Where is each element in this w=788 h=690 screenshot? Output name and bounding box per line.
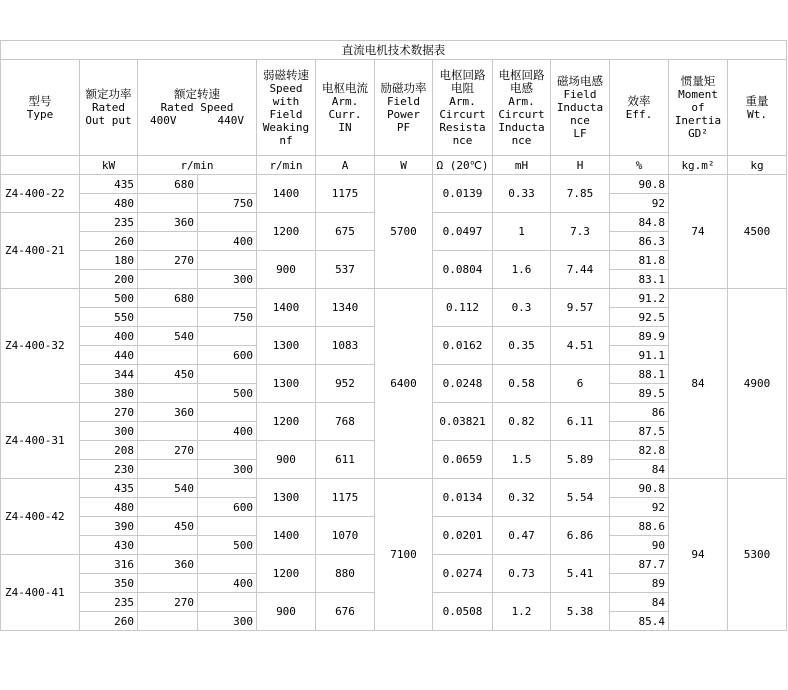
cell-weight: 4900 <box>728 289 787 479</box>
cell-weak-speed: 900 <box>257 441 316 479</box>
table-row <box>1 175 787 194</box>
cell-arm-current: 1070 <box>316 517 375 555</box>
cell-speed-400v: 360 <box>138 555 198 574</box>
cell-power: 230 <box>80 460 138 479</box>
cell-field-inductance: 9.57 <box>551 289 610 327</box>
unit-moment: kg.m² <box>669 156 728 175</box>
cell-weak-speed: 1400 <box>257 175 316 213</box>
cell-speed-400v: 450 <box>138 365 198 384</box>
cell-moment-of-inertia: 74 <box>669 175 728 289</box>
cell-field-inductance: 5.89 <box>551 441 610 479</box>
cell-field-inductance: 7.44 <box>551 251 610 289</box>
cell-arm-current: 1340 <box>316 289 375 327</box>
cell-power: 208 <box>80 441 138 460</box>
cell-arm-current: 768 <box>316 403 375 441</box>
cell-efficiency: 87.5 <box>610 422 669 441</box>
cell-arm-inductance: 0.73 <box>493 555 551 593</box>
cell-arm-inductance: 0.32 <box>493 479 551 517</box>
cell-speed-440v: 400 <box>198 574 257 593</box>
cell-speed-400v: 270 <box>138 593 198 612</box>
cell-field-inductance: 6 <box>551 365 610 403</box>
cell-speed-400v <box>138 574 198 593</box>
cell-speed-440v <box>198 251 257 270</box>
cell-arm-resistance: 0.0248 <box>433 365 493 403</box>
cell-arm-current: 1175 <box>316 175 375 213</box>
cell-speed-440v <box>198 479 257 498</box>
cell-efficiency: 90.8 <box>610 175 669 194</box>
header-arm-resistance: 电枢回路 电阻 Arm. Circurt Resista nce <box>433 60 493 156</box>
cell-arm-resistance: 0.0274 <box>433 555 493 593</box>
cell-power: 235 <box>80 593 138 612</box>
cell-speed-440v <box>198 213 257 232</box>
cell-arm-resistance: 0.0201 <box>433 517 493 555</box>
cell-speed-400v <box>138 270 198 289</box>
header-type: 型号 Type <box>1 60 80 156</box>
cell-efficiency: 90 <box>610 536 669 555</box>
unit-speed: r/min <box>138 156 257 175</box>
cell-arm-resistance: 0.0497 <box>433 213 493 251</box>
cell-arm-inductance: 0.58 <box>493 365 551 403</box>
cell-efficiency: 87.7 <box>610 555 669 574</box>
unit-weak-speed: r/min <box>257 156 316 175</box>
cell-speed-400v <box>138 346 198 365</box>
cell-speed-400v <box>138 498 198 517</box>
cell-type: Z4-400-22 <box>1 175 80 213</box>
cell-weak-speed: 1400 <box>257 517 316 555</box>
cell-power: 435 <box>80 479 138 498</box>
cell-efficiency: 84.8 <box>610 213 669 232</box>
cell-speed-440v <box>198 555 257 574</box>
unit-current: A <box>316 156 375 175</box>
header-arm-inductance: 电枢回路 电感 Arm. Circurt Inducta nce <box>493 60 551 156</box>
cell-arm-current: 880 <box>316 555 375 593</box>
cell-weak-speed: 1200 <box>257 213 316 251</box>
cell-speed-400v: 450 <box>138 517 198 536</box>
cell-efficiency: 90.8 <box>610 479 669 498</box>
cell-field-power: 7100 <box>375 479 433 631</box>
cell-arm-inductance: 1.2 <box>493 593 551 631</box>
cell-efficiency: 92.5 <box>610 308 669 327</box>
cell-weak-speed: 900 <box>257 251 316 289</box>
cell-speed-440v: 600 <box>198 498 257 517</box>
cell-efficiency: 84 <box>610 460 669 479</box>
cell-field-inductance: 4.51 <box>551 327 610 365</box>
cell-power: 300 <box>80 422 138 441</box>
cell-speed-440v <box>198 593 257 612</box>
cell-weak-speed: 1200 <box>257 403 316 441</box>
unit-row <box>1 156 787 175</box>
cell-speed-440v <box>198 403 257 422</box>
header-field-inductance: 磁场电感 Field Inducta nce LF <box>551 60 610 156</box>
cell-arm-resistance: 0.0508 <box>433 593 493 631</box>
header-rated-speed: 额定转速 Rated Speed 400V 440V <box>138 60 257 156</box>
cell-arm-resistance: 0.0804 <box>433 251 493 289</box>
cell-arm-inductance: 1.6 <box>493 251 551 289</box>
cell-speed-400v: 540 <box>138 327 198 346</box>
header-efficiency: 效率 Eff. <box>610 60 669 156</box>
cell-weak-speed: 900 <box>257 593 316 631</box>
header-field-power: 励磁功率 Field Power PF <box>375 60 433 156</box>
cell-speed-400v: 270 <box>138 251 198 270</box>
cell-speed-400v <box>138 194 198 213</box>
cell-speed-440v: 400 <box>198 232 257 251</box>
cell-arm-current: 952 <box>316 365 375 403</box>
cell-type: Z4-400-31 <box>1 403 80 479</box>
unit-resistance: Ω (20℃) <box>433 156 493 175</box>
cell-speed-400v: 680 <box>138 289 198 308</box>
cell-weak-speed: 1300 <box>257 327 316 365</box>
cell-arm-resistance: 0.0139 <box>433 175 493 213</box>
table-row <box>1 479 787 498</box>
cell-power: 500 <box>80 289 138 308</box>
cell-weak-speed: 1200 <box>257 555 316 593</box>
cell-field-inductance: 5.54 <box>551 479 610 517</box>
cell-speed-440v: 750 <box>198 194 257 213</box>
header-speed-400v: 400V <box>150 114 177 127</box>
cell-speed-440v <box>198 175 257 194</box>
cell-power: 400 <box>80 327 138 346</box>
cell-speed-440v: 300 <box>198 460 257 479</box>
cell-power: 480 <box>80 498 138 517</box>
cell-speed-400v <box>138 384 198 403</box>
cell-weak-speed: 1400 <box>257 289 316 327</box>
cell-moment-of-inertia: 84 <box>669 289 728 479</box>
cell-power: 480 <box>80 194 138 213</box>
cell-arm-resistance: 0.03821 <box>433 403 493 441</box>
cell-arm-resistance: 0.0659 <box>433 441 493 479</box>
cell-arm-resistance: 0.0134 <box>433 479 493 517</box>
cell-power: 390 <box>80 517 138 536</box>
cell-arm-current: 675 <box>316 213 375 251</box>
cell-efficiency: 89.9 <box>610 327 669 346</box>
cell-efficiency: 88.1 <box>610 365 669 384</box>
cell-efficiency: 84 <box>610 593 669 612</box>
cell-power: 550 <box>80 308 138 327</box>
cell-speed-440v: 400 <box>198 422 257 441</box>
cell-speed-440v <box>198 327 257 346</box>
motor-spec-table <box>0 40 787 631</box>
cell-arm-inductance: 1 <box>493 213 551 251</box>
cell-type: Z4-400-42 <box>1 479 80 555</box>
cell-arm-current: 1083 <box>316 327 375 365</box>
unit-weight: kg <box>728 156 787 175</box>
unit-field-inductance: H <box>551 156 610 175</box>
cell-field-inductance: 7.85 <box>551 175 610 213</box>
cell-speed-440v: 500 <box>198 536 257 555</box>
cell-speed-400v <box>138 232 198 251</box>
cell-field-power: 5700 <box>375 175 433 289</box>
cell-speed-440v: 600 <box>198 346 257 365</box>
table-row <box>1 289 787 308</box>
cell-speed-400v <box>138 536 198 555</box>
cell-field-power: 6400 <box>375 289 433 479</box>
cell-efficiency: 86.3 <box>610 232 669 251</box>
cell-field-inductance: 6.11 <box>551 403 610 441</box>
cell-weight: 5300 <box>728 479 787 631</box>
cell-arm-inductance: 1.5 <box>493 441 551 479</box>
cell-power: 316 <box>80 555 138 574</box>
cell-speed-440v: 300 <box>198 270 257 289</box>
cell-field-inductance: 7.3 <box>551 213 610 251</box>
cell-field-inductance: 5.38 <box>551 593 610 631</box>
cell-power: 430 <box>80 536 138 555</box>
cell-efficiency: 92 <box>610 194 669 213</box>
cell-arm-inductance: 0.33 <box>493 175 551 213</box>
unit-power: kW <box>80 156 138 175</box>
cell-arm-current: 676 <box>316 593 375 631</box>
cell-field-inductance: 5.41 <box>551 555 610 593</box>
cell-efficiency: 91.2 <box>610 289 669 308</box>
cell-efficiency: 89.5 <box>610 384 669 403</box>
cell-speed-400v <box>138 460 198 479</box>
cell-speed-400v <box>138 308 198 327</box>
cell-arm-current: 611 <box>316 441 375 479</box>
cell-weak-speed: 1300 <box>257 365 316 403</box>
cell-type: Z4-400-21 <box>1 213 80 289</box>
header-arm-current: 电枢电流 Arm. Curr. IN <box>316 60 375 156</box>
cell-power: 440 <box>80 346 138 365</box>
cell-efficiency: 83.1 <box>610 270 669 289</box>
unit-type <box>1 156 80 175</box>
header-moment-of-inertia: 惯量矩 Moment of Inertia GD² <box>669 60 728 156</box>
header-weight: 重量 Wt. <box>728 60 787 156</box>
cell-power: 350 <box>80 574 138 593</box>
cell-speed-400v: 360 <box>138 213 198 232</box>
cell-speed-400v: 360 <box>138 403 198 422</box>
cell-speed-440v: 500 <box>198 384 257 403</box>
cell-speed-400v <box>138 612 198 631</box>
header-speed-440v: 440V <box>217 114 244 127</box>
cell-power: 435 <box>80 175 138 194</box>
cell-speed-440v <box>198 517 257 536</box>
cell-speed-440v <box>198 441 257 460</box>
header-row <box>1 60 787 156</box>
header-weak-speed: 弱磁转速 Speed with Field Weaking nf <box>257 60 316 156</box>
cell-power: 260 <box>80 232 138 251</box>
unit-efficiency: % <box>610 156 669 175</box>
cell-efficiency: 89 <box>610 574 669 593</box>
cell-efficiency: 88.6 <box>610 517 669 536</box>
cell-power: 180 <box>80 251 138 270</box>
unit-inductance: mH <box>493 156 551 175</box>
cell-arm-resistance: 0.112 <box>433 289 493 327</box>
cell-power: 380 <box>80 384 138 403</box>
cell-speed-400v: 270 <box>138 441 198 460</box>
cell-speed-440v <box>198 289 257 308</box>
cell-speed-400v: 680 <box>138 175 198 194</box>
cell-speed-440v <box>198 365 257 384</box>
cell-efficiency: 81.8 <box>610 251 669 270</box>
cell-type: Z4-400-32 <box>1 289 80 403</box>
cell-power: 260 <box>80 612 138 631</box>
cell-efficiency: 85.4 <box>610 612 669 631</box>
cell-weight: 4500 <box>728 175 787 289</box>
cell-type: Z4-400-41 <box>1 555 80 631</box>
cell-arm-current: 537 <box>316 251 375 289</box>
cell-power: 270 <box>80 403 138 422</box>
cell-efficiency: 91.1 <box>610 346 669 365</box>
cell-speed-440v: 750 <box>198 308 257 327</box>
cell-field-inductance: 6.86 <box>551 517 610 555</box>
cell-power: 235 <box>80 213 138 232</box>
cell-arm-resistance: 0.0162 <box>433 327 493 365</box>
cell-arm-inductance: 0.47 <box>493 517 551 555</box>
cell-weak-speed: 1300 <box>257 479 316 517</box>
cell-moment-of-inertia: 94 <box>669 479 728 631</box>
cell-efficiency: 86 <box>610 403 669 422</box>
cell-power: 344 <box>80 365 138 384</box>
cell-arm-inductance: 0.35 <box>493 327 551 365</box>
cell-speed-400v <box>138 422 198 441</box>
cell-speed-400v: 540 <box>138 479 198 498</box>
cell-efficiency: 92 <box>610 498 669 517</box>
table-title: 直流电机技术数据表 <box>1 41 787 60</box>
cell-power: 200 <box>80 270 138 289</box>
cell-arm-inductance: 0.3 <box>493 289 551 327</box>
cell-arm-inductance: 0.82 <box>493 403 551 441</box>
cell-efficiency: 82.8 <box>610 441 669 460</box>
header-rated-power: 额定功率 Rated Out put <box>80 60 138 156</box>
cell-arm-current: 1175 <box>316 479 375 517</box>
unit-field-power: W <box>375 156 433 175</box>
cell-speed-440v: 300 <box>198 612 257 631</box>
